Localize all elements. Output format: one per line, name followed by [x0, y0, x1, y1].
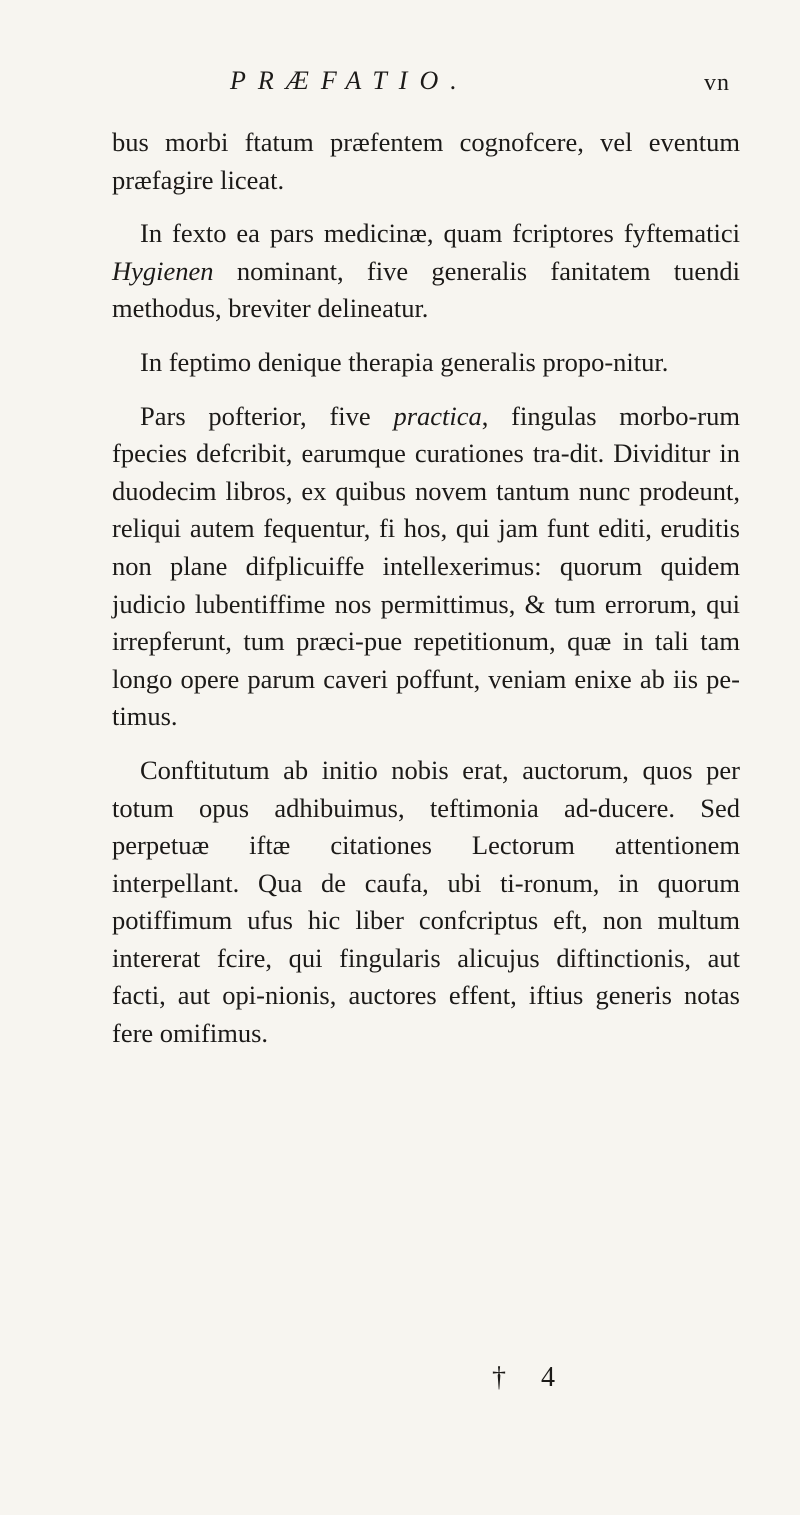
paragraph-4-before: Pars pofterior, five: [140, 400, 394, 431]
running-head: [230, 66, 730, 106]
paragraph-4: [112, 398, 740, 736]
paragraph-1: bus morbi ftatum præfentem cognofcere, vel eventum præfagire liceat.: [112, 127, 740, 195]
running-head-title: PRÆFATIO.: [230, 66, 469, 95]
paragraph-2-after: nominant, five generalis fanitatem tuendi methodus, breviter delineatur.: [112, 255, 740, 324]
page-number: vn: [704, 70, 730, 96]
paragraph-2-italic-term: Hygienen: [112, 255, 214, 286]
paragraph-3: In feptimo denique therapia generalis propo-nitur.: [140, 346, 669, 377]
signature-mark: † 4: [492, 1362, 569, 1393]
paragraph-4-italic-term: practica: [393, 400, 482, 431]
paragraph-2: [112, 215, 740, 328]
paragraph-2-before: In fexto ea pars medicinæ, quam fcriptores fyftematici: [140, 218, 740, 249]
paragraph-5: Conftitutum ab initio nobis erat, auctorum, quos per totum opus adhibuimus, teftimonia ad-ducere. Sed perpetuæ iftæ citationes Lectorum attentionem interpellant. Qua de caufa, ubi ti-ronum, in quorum potiffimum ufus hic liber confcriptus eft, non multum intererat fcire, qui fingularis alicujus diftinctionis, aut facti, aut opi-nionis, auctores effent, iftius generis notas fere omifimus.: [112, 754, 740, 1049]
paragraph-4-after: , fingulas morbo-rum fpecies defcribit, earumque curationes tra-dit. Dividitur in duodecim libros, ex quibus novem tantum nunc prodeunt, reliqui autem fequentur, fi hos, qui jam funt editi, eruditis non plane difplicuiffe intellexerimus: quorum quidem judicio lubentiffime nos permittimus, & tum errorum, qui irrepferunt, tum præci-pue repetitionum, quæ in tali tam longo opere parum caveri poffunt, veniam enixe ab iis pe-timus.: [112, 400, 740, 732]
body-text: [112, 124, 740, 1069]
